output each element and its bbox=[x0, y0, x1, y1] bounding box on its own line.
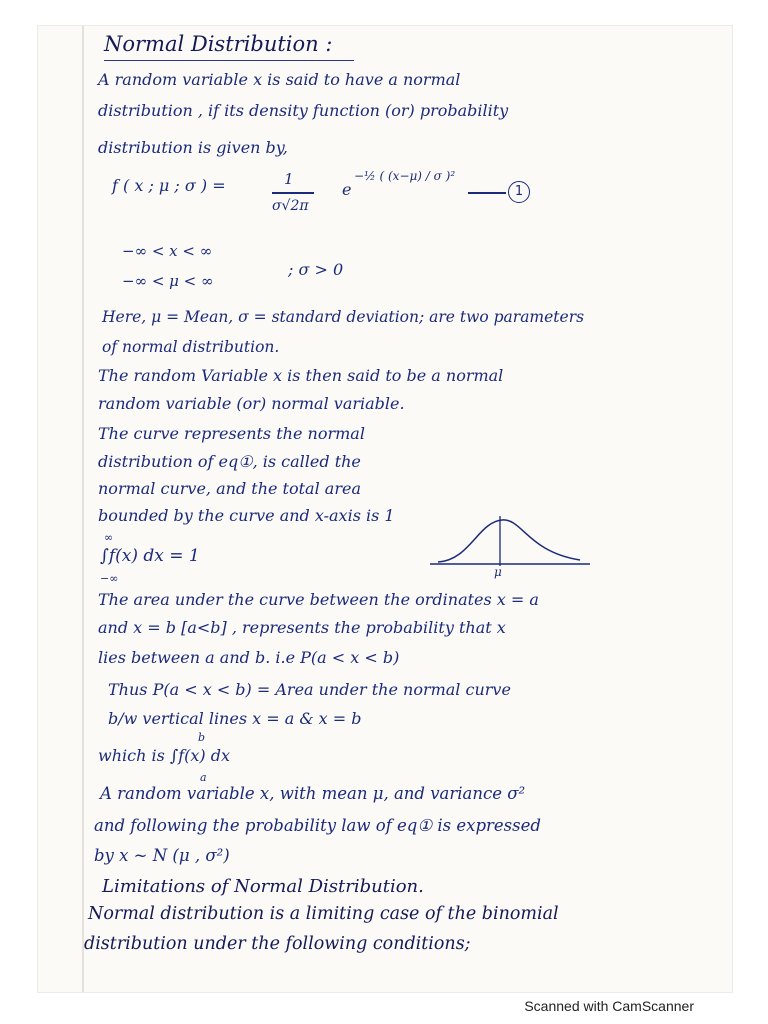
body2-line-1: The area under the curve between the ordinates x = a bbox=[98, 590, 539, 609]
page-margin-line bbox=[82, 26, 84, 992]
integral-lower-limit: −∞ bbox=[100, 572, 119, 585]
curve-mu-label: μ bbox=[494, 565, 502, 579]
body2-line-2: and x = b [a<b] , represents the probability that x bbox=[98, 618, 506, 637]
equation-number-badge: 1 bbox=[508, 181, 530, 203]
body3-line-1: A random variable x, with mean μ, and variance σ² bbox=[100, 784, 526, 803]
limitations-line-2: distribution under the following conditions; bbox=[84, 934, 471, 954]
params-line-2: of normal distribution. bbox=[102, 338, 280, 356]
eq-dash bbox=[468, 192, 506, 194]
definition-line-2: distribution , if its density function (or) probability bbox=[98, 101, 509, 120]
body-line-3: The curve represents the normal bbox=[98, 424, 365, 443]
pdf-exp-base: e bbox=[342, 180, 352, 199]
bell-curve bbox=[438, 520, 580, 562]
body2-integral-upper: b bbox=[198, 731, 206, 744]
pdf-numerator: 1 bbox=[284, 170, 294, 188]
integral-expression: ∫f(x) dx = 1 bbox=[100, 546, 200, 566]
page-title: Normal Distribution : bbox=[104, 32, 333, 56]
pdf-exponent: −½ ( (x−μ) / σ )² bbox=[354, 169, 456, 183]
title-underline bbox=[104, 60, 354, 61]
limitations-line-1: Normal distribution is a limiting case of the binomial bbox=[88, 904, 559, 924]
body3-line-3: by x ~ N (μ , σ²) bbox=[94, 846, 230, 865]
body3-line-2: and following the probability law of eq① is expressed bbox=[94, 816, 541, 835]
mu-range: −∞ < μ < ∞ bbox=[122, 272, 214, 290]
x-range: −∞ < x < ∞ bbox=[122, 242, 213, 260]
body2-line-4: Thus P(a < x < b) = Area under the normal curve bbox=[108, 680, 511, 699]
normal-curve-sketch bbox=[430, 512, 590, 578]
sigma-condition: ; σ > 0 bbox=[288, 260, 344, 279]
body2-line-6: which is ∫f(x) dx bbox=[98, 746, 230, 765]
definition-line-3: distribution is given by, bbox=[98, 138, 288, 157]
pdf-denominator: σ√2π bbox=[272, 198, 309, 214]
body2-line-3: lies between a and b. i.e P(a < x < b) bbox=[98, 648, 400, 667]
definition-line-1: A random variable x is said to have a normal bbox=[98, 70, 461, 89]
body-line-2: random variable (or) normal variable. bbox=[98, 394, 405, 413]
pdf-lhs: f ( x ; μ ; σ ) = bbox=[112, 176, 226, 195]
body-line-4: distribution of eq①, is called the bbox=[98, 452, 361, 471]
limitations-heading: Limitations of Normal Distribution. bbox=[102, 876, 424, 897]
integral-upper-limit: ∞ bbox=[104, 531, 114, 544]
body-line-5: normal curve, and the total area bbox=[98, 479, 361, 498]
body-line-6: bounded by the curve and x-axis is 1 bbox=[98, 506, 395, 525]
body2-integral-lower: a bbox=[200, 771, 207, 784]
body-line-1: The random Variable x is then said to be a normal bbox=[98, 366, 504, 385]
params-line-1: Here, μ = Mean, σ = standard deviation; are two parameters bbox=[102, 308, 585, 326]
body2-line-5: b/w vertical lines x = a & x = b bbox=[108, 709, 362, 728]
pdf-fraction-bar bbox=[272, 192, 314, 194]
scanner-watermark: Scanned with CamScanner bbox=[524, 998, 694, 1014]
